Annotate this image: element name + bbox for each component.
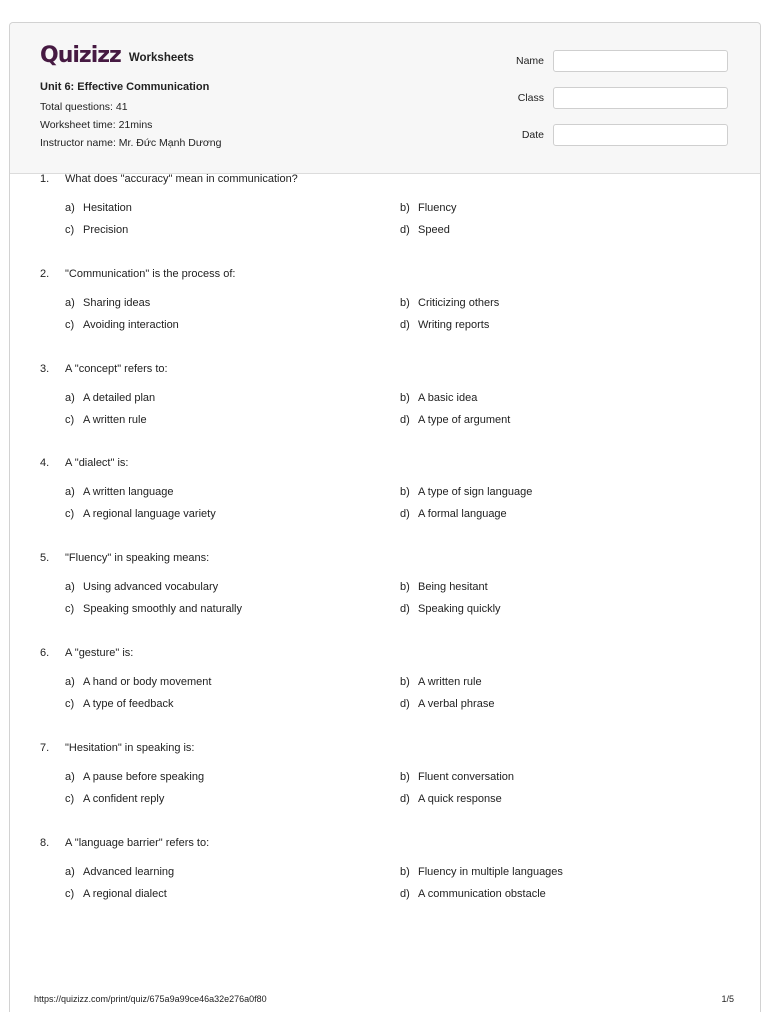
option-letter: d) [400,698,410,710]
date-label: Date [521,129,544,141]
answer-option-d[interactable] [400,508,507,520]
option-letter: b) [400,770,410,783]
option-text: A regional dialect [83,887,167,900]
answer-option-c[interactable] [65,888,167,900]
answer-option-b[interactable] [400,581,488,593]
answer-option-d[interactable] [400,888,546,900]
question-4 [10,457,760,527]
option-text: Speaking smoothly and naturally [83,603,242,616]
answer-option-c[interactable] [65,224,128,236]
option-letter: a) [65,202,75,214]
option-letter: a) [65,865,75,878]
option-letter: d) [400,508,410,521]
answer-option-b[interactable] [400,486,532,498]
answer-option-b[interactable] [400,771,514,783]
date-field[interactable] [553,124,728,146]
option-letter: d) [400,792,410,805]
option-text: Advanced learning [83,865,175,878]
option-text: A type of argument [418,413,511,426]
question-number: 3. [40,362,50,375]
name-field-row [484,50,728,72]
answer-option-c[interactable] [65,698,174,710]
answer-option-d[interactable] [400,414,510,426]
name-label: Name [515,55,544,67]
option-letter: c) [65,224,75,236]
answer-option-a[interactable] [65,202,132,214]
question-2 [10,268,760,338]
option-letter: b) [400,581,410,594]
page-number: 1/5 [721,994,734,1004]
question-number: 1. [40,173,50,185]
option-text: A basic idea [418,391,478,404]
option-text: Speaking quickly [418,603,501,616]
option-text: Writing reports [418,318,490,331]
date-field-row [484,124,728,146]
question-7 [10,742,760,812]
option-letter: a) [65,676,75,688]
option-text: Fluent conversation [418,770,514,783]
question-5 [10,552,760,622]
question-6 [10,647,760,717]
option-letter: a) [65,486,75,499]
option-text: A type of sign language [418,486,533,499]
footer-url: https://quizizz.com/print/quiz/675a9a99ce46a32e276a0f80 [34,994,267,1004]
question-8 [10,837,760,907]
option-letter: b) [400,202,410,214]
option-letter: c) [65,887,75,900]
answer-option-c[interactable] [65,319,179,331]
option-letter: a) [65,296,75,309]
question-number: 2. [40,267,50,280]
question-text: "Hesitation" in speaking is: [65,741,195,754]
option-text: Avoiding interaction [83,318,179,331]
option-letter: c) [65,413,75,426]
option-letter: c) [65,318,75,331]
option-letter: a) [65,391,75,404]
option-text: Using advanced vocabulary [83,581,219,594]
option-letter: c) [65,792,75,805]
option-text: A communication obstacle [418,887,546,900]
option-text: A hand or body movement [83,676,212,688]
answer-option-c[interactable] [65,603,242,615]
option-letter: b) [400,486,410,499]
answer-option-c[interactable] [65,414,147,426]
question-1 [10,173,760,243]
answer-option-b[interactable] [400,866,563,878]
answer-option-a[interactable] [65,392,155,404]
logo-subtitle: Worksheets [128,52,194,64]
answer-option-b[interactable] [400,676,482,688]
option-letter: b) [400,865,410,878]
option-text: Fluency in multiple languages [418,865,563,878]
worksheet-page [9,22,761,1012]
option-text: A type of feedback [83,698,174,710]
option-text: A verbal phrase [418,698,495,710]
answer-option-a[interactable] [65,486,174,498]
answer-option-d[interactable] [400,793,502,805]
question-text: A "dialect" is: [65,457,129,470]
name-field[interactable] [553,50,728,72]
question-number: 7. [40,741,50,754]
option-text: Precision [83,224,129,236]
option-text: A regional language variety [83,508,216,521]
question-text: "Communication" is the process of: [65,267,236,280]
answer-option-c[interactable] [65,508,216,520]
logo-wordmark: Quizizz [40,43,121,68]
question-text: A "language barrier" refers to: [65,836,210,849]
question-number: 4. [40,457,50,470]
answer-option-a[interactable] [65,676,211,688]
option-text: A written rule [83,413,147,426]
answer-option-d[interactable] [400,319,489,331]
answer-option-c[interactable] [65,793,164,805]
total-questions: Total questions: 41 [40,101,128,113]
option-text: Fluency [418,202,457,214]
answer-option-b[interactable] [400,202,457,214]
option-letter: b) [400,391,410,404]
answer-option-d[interactable] [400,224,450,236]
option-text: A quick response [418,792,502,805]
worksheet-header [10,23,760,174]
answer-option-a[interactable] [65,581,218,593]
answer-option-b[interactable] [400,392,477,404]
option-letter: c) [65,603,75,616]
option-letter: a) [65,581,75,594]
class-field[interactable] [553,87,728,109]
option-letter: b) [400,296,410,309]
question-number: 5. [40,552,50,565]
question-3 [10,363,760,433]
option-letter: d) [400,224,410,236]
option-letter: b) [400,676,410,688]
worksheet-title: Unit 6: Effective Communication [40,81,210,93]
option-letter: d) [400,413,410,426]
option-letter: d) [400,318,410,331]
option-text: Sharing ideas [83,296,151,309]
worksheet-time: Worksheet time: 21mins [40,119,153,131]
option-letter: c) [65,508,75,521]
option-text: Criticizing others [418,296,500,309]
answer-option-d[interactable] [400,698,494,710]
option-letter: a) [65,770,75,783]
answer-option-b[interactable] [400,297,499,309]
option-text: A formal language [418,508,507,521]
class-label: Class [517,92,544,104]
question-number: 8. [40,836,50,849]
option-text: Speed [418,224,450,236]
option-letter: d) [400,887,410,900]
answer-option-a[interactable] [65,771,204,783]
option-text: A written language [83,486,174,499]
answer-option-d[interactable] [400,603,501,615]
quizizz-logo [40,43,194,69]
instructor-name: Instructor name: Mr. Đức Mạnh Dương [40,137,222,149]
option-text: A confident reply [83,792,165,805]
option-text: Being hesitant [418,581,488,594]
option-text: A detailed plan [83,391,156,404]
question-text: A "concept" refers to: [65,362,168,375]
option-text: A written rule [418,676,482,688]
option-letter: c) [65,698,75,710]
answer-option-a[interactable] [65,866,174,878]
question-text: "Fluency" in speaking means: [65,552,210,565]
question-number: 6. [40,647,50,659]
option-text: Hesitation [83,202,132,214]
class-field-row [484,87,728,109]
option-text: A pause before speaking [83,770,205,783]
option-letter: d) [400,603,410,616]
question-text: What does "accuracy" mean in communication? [65,173,298,185]
question-text: A "gesture" is: [65,647,134,659]
answer-option-a[interactable] [65,297,150,309]
